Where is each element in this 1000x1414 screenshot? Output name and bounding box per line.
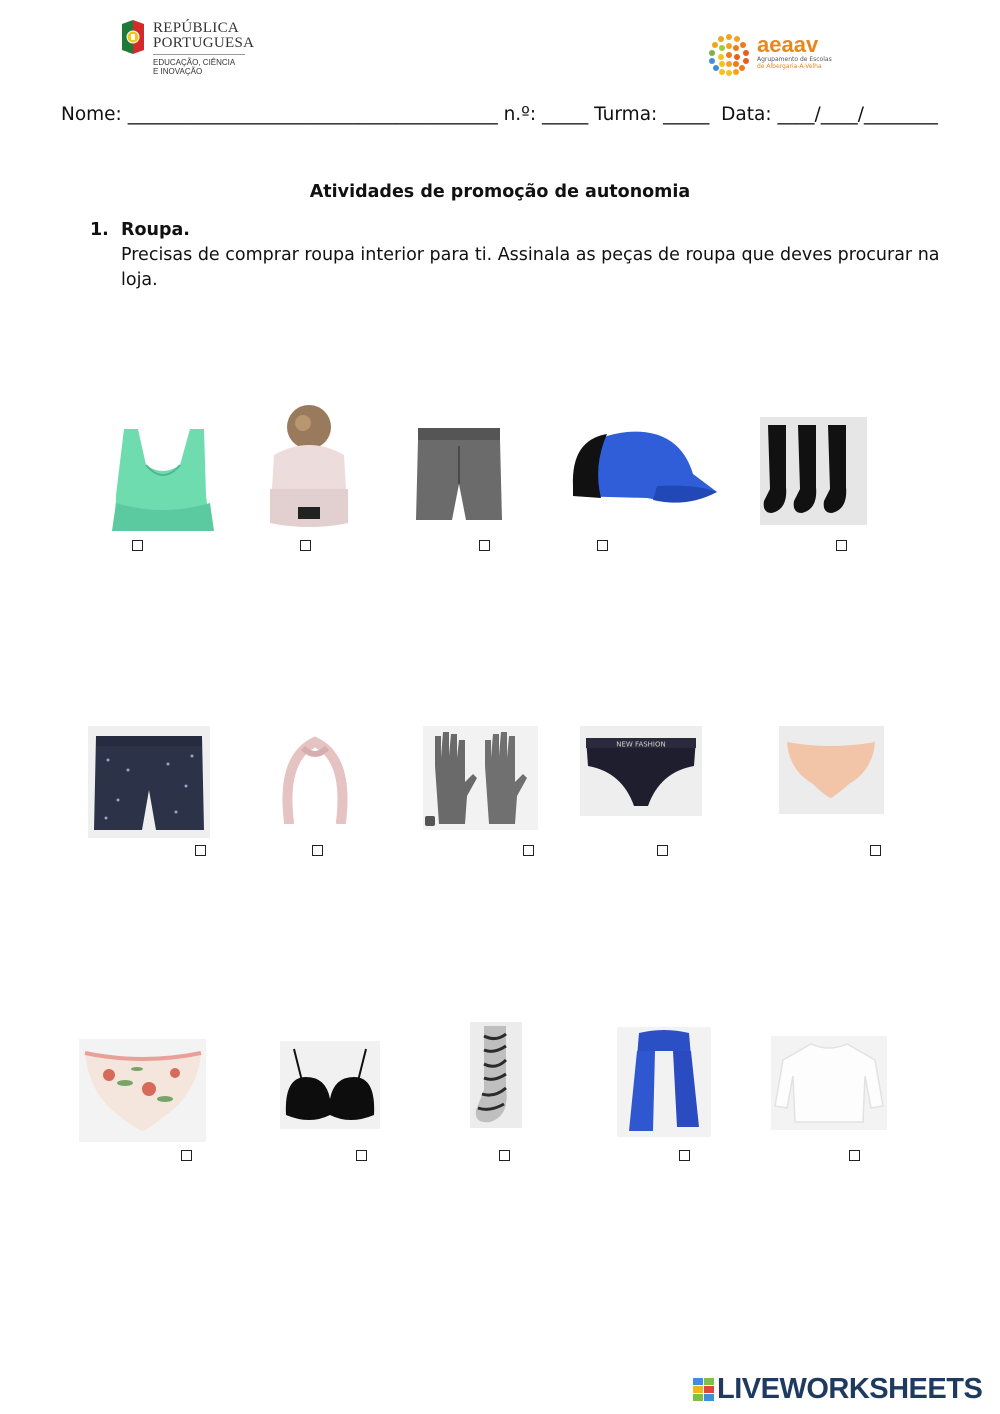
gov-logo-line1: REPÚBLICA	[153, 20, 240, 36]
white-long-sleeve-shirt-icon	[771, 1036, 887, 1130]
student-info-line	[61, 104, 938, 125]
school-dots-logo-icon	[706, 32, 752, 78]
liveworksheets-logo-icon	[693, 1378, 715, 1402]
date-label: Data:	[721, 104, 772, 125]
checkbox-white-long-sleeve-shirt[interactable]	[849, 1150, 860, 1161]
checkbox-sports-bra[interactable]	[132, 540, 143, 551]
school-logo-sub2: de Albergaria-A-Velha	[757, 63, 822, 70]
checkbox-headband[interactable]	[312, 845, 323, 856]
gov-logo-sub1: EDUCAÇÃO, CIÊNCIA	[153, 58, 236, 67]
checkbox-black-bra[interactable]	[356, 1150, 367, 1161]
checkbox-floral-panties[interactable]	[181, 1150, 192, 1161]
boxer-shorts-icon	[88, 726, 210, 838]
class-label: Turma:	[594, 104, 658, 125]
question-number: 1.	[90, 220, 109, 240]
gloves-icon	[423, 726, 538, 830]
panties-icon	[779, 726, 884, 814]
gov-logo-line2: PORTUGUESA	[153, 35, 255, 51]
black-bra-icon	[280, 1041, 380, 1129]
liveworksheets-brand: LIVEWORKSHEETS	[717, 1373, 983, 1405]
number-label: n.º:	[503, 104, 537, 125]
worksheet-title: Atividades de promoção de autonomia	[309, 182, 691, 202]
checkbox-boxer-shorts[interactable]	[195, 845, 206, 856]
school-logo-sub1: Agrupamento de Escolas	[757, 56, 832, 63]
briefs-waistband-text: NEW FASHION	[616, 740, 666, 749]
checkbox-gloves[interactable]	[523, 845, 534, 856]
blue-scarf-icon	[617, 1027, 711, 1137]
date-field[interactable]: ____/____/________	[777, 104, 938, 125]
name-field[interactable]: ________________________________________	[127, 104, 498, 125]
number-field[interactable]: _____	[542, 104, 589, 125]
republica-portuguesa-emblem-icon	[120, 20, 146, 54]
school-logo	[757, 34, 847, 70]
briefs-icon	[580, 726, 702, 816]
gov-logo-sub2: E INOVAÇÃO	[153, 67, 203, 76]
question-title: Roupa.	[121, 220, 190, 240]
zebra-sock-icon	[470, 1022, 522, 1128]
pompom-beanie-icon	[268, 405, 350, 528]
checkbox-blue-scarf[interactable]	[679, 1150, 690, 1161]
sports-bra-icon	[110, 425, 216, 535]
name-label: Nome:	[61, 104, 122, 125]
baseball-cap-icon	[567, 426, 719, 510]
checkbox-briefs[interactable]	[657, 845, 668, 856]
checkbox-zebra-sock[interactable]	[499, 1150, 510, 1161]
question-text: Precisas de comprar roupa interior para ti. Assinala as peças de roupa que deves procurar na loja.	[121, 245, 940, 290]
republica-portuguesa-logo	[153, 21, 254, 76]
checkbox-black-socks[interactable]	[836, 540, 847, 551]
floral-panties-icon	[79, 1039, 206, 1142]
class-field[interactable]: _____	[663, 104, 710, 125]
checkbox-panties[interactable]	[870, 845, 881, 856]
school-logo-name: aeaav	[757, 32, 819, 57]
gov-logo-rule	[153, 54, 245, 55]
checkbox-boxer-briefs[interactable]	[479, 540, 490, 551]
boxer-briefs-icon	[414, 426, 504, 522]
checkbox-pompom-beanie[interactable]	[300, 540, 311, 551]
headband-icon	[281, 736, 349, 824]
black-socks-icon	[760, 417, 867, 525]
checkbox-baseball-cap[interactable]	[597, 540, 608, 551]
